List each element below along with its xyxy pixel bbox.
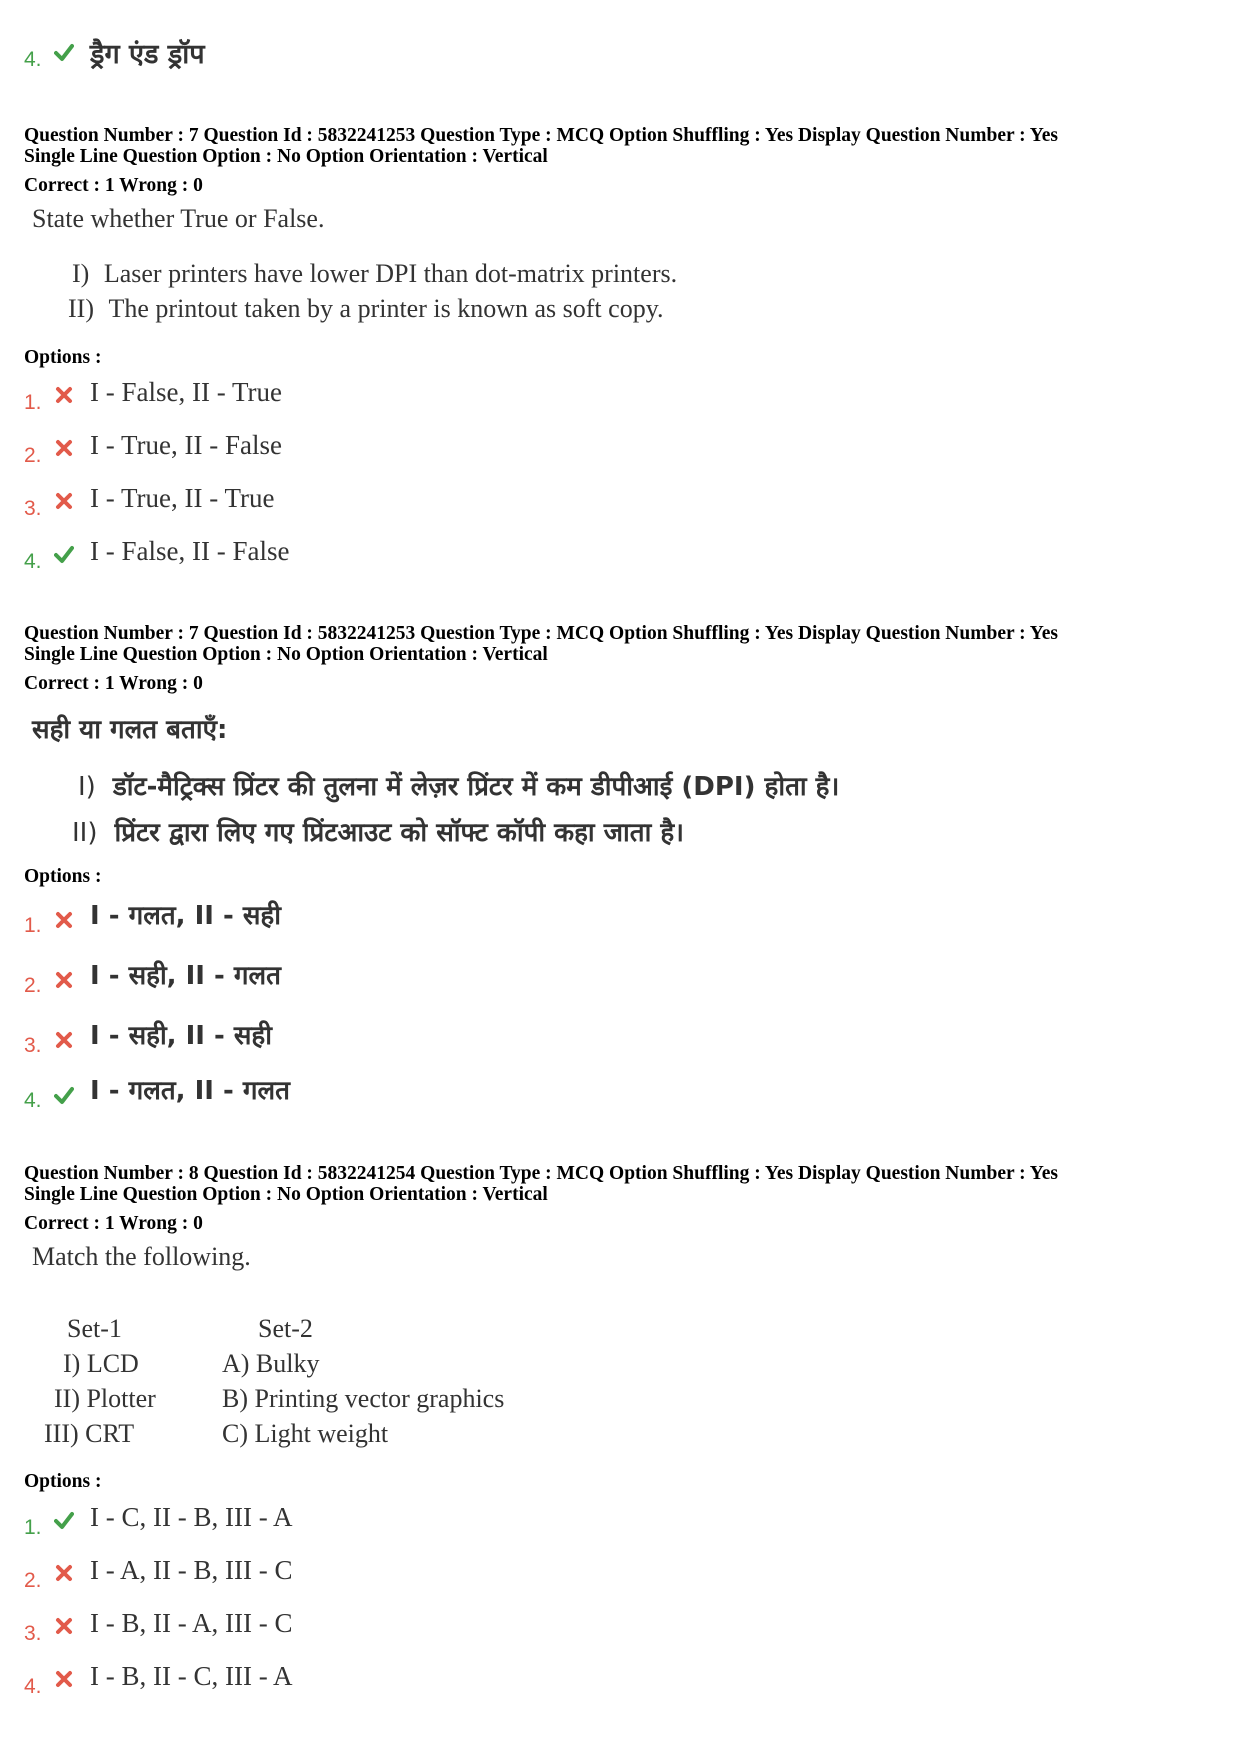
cross-icon — [54, 910, 74, 930]
statement-number: II) — [68, 294, 94, 323]
cross-icon — [54, 1616, 74, 1636]
statement-number: I) — [78, 772, 96, 802]
score-info: Correct : 1 Wrong : 0 — [24, 175, 203, 196]
options-label: Options : — [24, 866, 102, 887]
set2-item: C) Light weight — [222, 1419, 389, 1448]
options-label: Options : — [24, 347, 102, 368]
option-text: I - False, II - True — [90, 377, 282, 407]
option-text: I - B, II - C, III - A — [90, 1661, 293, 1691]
option-number: 1. — [24, 391, 42, 414]
cross-icon — [54, 1563, 74, 1583]
cross-icon — [54, 438, 74, 458]
statement-2 — [68, 294, 664, 324]
question-meta: Question Number : 8 Question Id : 5832241254 Question Type : MCQ Option Shuffling : Yes Display Question Number : Yes — [24, 1163, 1058, 1184]
question-meta-line2: Single Line Question Option : No Option Orientation : Vertical — [24, 1184, 548, 1205]
option-text: I - True, II - False — [90, 430, 282, 460]
option-number: 4. — [24, 1089, 42, 1112]
statement-number: I) — [72, 259, 90, 288]
option-text: I - सही, II - सही — [90, 1021, 272, 1051]
statement-number: II) — [72, 818, 98, 848]
cross-icon — [54, 1030, 74, 1050]
check-icon — [54, 1510, 74, 1530]
option-number: 1. — [24, 1516, 42, 1539]
option-number: 3. — [24, 1622, 42, 1645]
set2-item: A) Bulky — [222, 1349, 320, 1378]
option-number: 2. — [24, 1569, 42, 1592]
set2-header: Set-2 — [258, 1314, 313, 1343]
cross-icon — [54, 970, 74, 990]
option-number: 2. — [24, 444, 42, 467]
question-meta-line2: Single Line Question Option : No Option Orientation : Vertical — [24, 644, 548, 665]
score-info: Correct : 1 Wrong : 0 — [24, 1213, 203, 1234]
question-meta-line2: Single Line Question Option : No Option Orientation : Vertical — [24, 146, 548, 167]
question-meta: Question Number : 7 Question Id : 5832241253 Question Type : MCQ Option Shuffling : Yes Display Question Number : Yes — [24, 125, 1058, 146]
cross-icon — [54, 385, 74, 405]
statement-text: The printout taken by a printer is known as soft copy. — [108, 294, 664, 323]
option-number: 4. — [24, 550, 42, 573]
option-text: ड्रैग एंड ड्रॉप — [90, 39, 205, 70]
option-text: I - सही, II - गलत — [90, 961, 281, 991]
options-label: Options : — [24, 1471, 102, 1492]
question-meta: Question Number : 7 Question Id : 5832241253 Question Type : MCQ Option Shuffling : Yes Display Question Number : Yes — [24, 623, 1058, 644]
option-text: I - True, II - True — [90, 483, 275, 513]
set1-item: II) Plotter — [54, 1384, 156, 1413]
option-number: 3. — [24, 1034, 42, 1057]
question-prompt: सही या गलत बताएँ: — [32, 715, 228, 745]
option-number: 3. — [24, 497, 42, 520]
option-text: I - गलत, II - सही — [90, 901, 281, 931]
set1-item: III) CRT — [44, 1419, 135, 1448]
statement-text: Laser printers have lower DPI than dot-matrix printers. — [103, 259, 678, 288]
cross-icon — [54, 491, 74, 511]
option-text: I - C, II - B, III - A — [90, 1502, 293, 1532]
option-number: 1. — [24, 914, 42, 937]
option-text: I - B, II - A, III - C — [90, 1608, 293, 1638]
cross-icon — [54, 1669, 74, 1689]
option-number: 2. — [24, 974, 42, 997]
statement-1 — [78, 767, 839, 803]
option-text: I - गलत, II - गलत — [90, 1076, 290, 1106]
question-prompt: Match the following. — [32, 1242, 251, 1271]
option-number: 4. — [24, 1675, 42, 1698]
statement-2 — [72, 813, 684, 849]
check-icon — [54, 544, 74, 564]
set1-item: I) LCD — [63, 1349, 139, 1378]
check-icon — [54, 1085, 74, 1105]
score-info: Correct : 1 Wrong : 0 — [24, 673, 203, 694]
statement-1 — [72, 259, 677, 289]
set1-header: Set-1 — [67, 1314, 122, 1343]
statement-text: प्रिंटर द्वारा लिए गए प्रिंटआउट को सॉफ्ट कॉपी कहा जाता है। — [114, 818, 685, 848]
question-prompt: State whether True or False. — [32, 204, 325, 233]
option-number: 4. — [24, 48, 42, 71]
check-icon — [54, 42, 74, 62]
set2-item: B) Printing vector graphics — [222, 1384, 505, 1413]
option-text: I - A, II - B, III - C — [90, 1555, 293, 1585]
option-text: I - False, II - False — [90, 536, 290, 566]
statement-text: डॉट-मैट्रिक्स प्रिंटर की तुलना में लेज़र प्रिंटर में कम डीपीआई (DPI) होता है। — [112, 772, 840, 802]
